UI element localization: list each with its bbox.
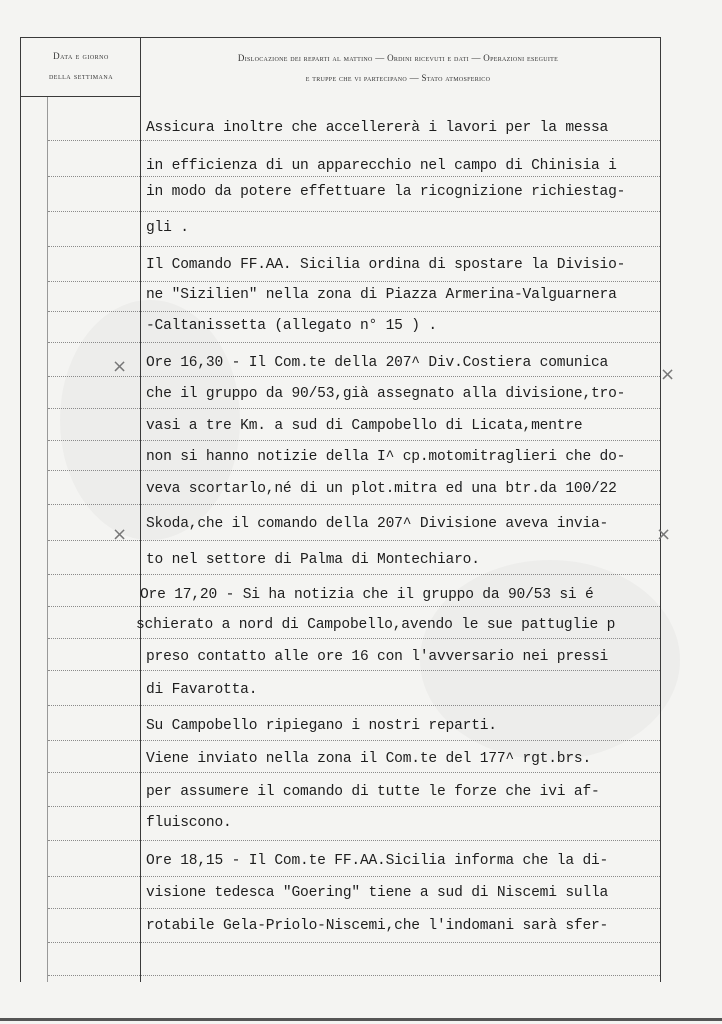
date-column-rule — [48, 772, 140, 773]
date-column-rule — [48, 311, 140, 312]
date-column-rule — [48, 670, 140, 671]
date-column-rule — [48, 440, 140, 441]
date-column-rule — [48, 342, 140, 343]
entry-line: fluiscono. — [146, 815, 232, 831]
content-column-rule — [141, 281, 660, 282]
content-column-rule — [141, 772, 660, 773]
content-column-rule — [141, 140, 660, 141]
entry-line: che il gruppo da 90/53,già assegnato alla divisione,tro- — [146, 386, 626, 402]
header-bottom-border-left — [20, 96, 140, 97]
content-column-rule — [141, 574, 660, 575]
entry-line: veva scortarlo,né di un plot.mitra ed una btr.da 100/22 — [146, 481, 617, 497]
date-column-header — [22, 46, 140, 86]
entry-line: in modo da potere effettuare la ricognizione richiestag- — [146, 184, 626, 200]
content-column-rule — [141, 246, 660, 247]
content-column-rule — [141, 908, 660, 909]
content-header-line1: Dislocazione dei reparti al mattino — Ordini ricevuti e dati — Operazioni eseguite — [237, 53, 559, 63]
date-column-rule — [48, 840, 140, 841]
entry-line: Viene inviato nella zona il Com.te del 177^ rgt.brs. — [146, 751, 591, 767]
right-border — [660, 37, 661, 982]
date-column-rule — [48, 470, 140, 471]
margin-cross-mark: × — [656, 524, 672, 545]
entry-line: Ore 16,30 - Il Com.te della 207^ Div.Costiera comunica — [146, 355, 609, 371]
content-column-rule — [141, 470, 660, 471]
content-column-rule — [141, 942, 660, 943]
content-column-rule — [141, 740, 660, 741]
date-header-line2: della settimana — [48, 71, 114, 81]
entry-line: ne "Sizilien" nella zona di Piazza Armerina-Valguarnera — [146, 287, 617, 303]
date-column-rule — [48, 408, 140, 409]
content-column-rule — [141, 504, 660, 505]
top-border — [20, 37, 660, 38]
date-column-rule — [48, 975, 140, 976]
content-column-rule — [141, 408, 660, 409]
date-column-rule — [48, 638, 140, 639]
date-column-rule — [48, 504, 140, 505]
content-column-rule — [141, 540, 660, 541]
margin-cross-mark: × — [112, 356, 128, 377]
entry-line: -Caltanissetta (allegato n° 15 ) . — [146, 318, 437, 334]
entry-line: non si hanno notizie della I^ cp.motomitraglieri che do- — [146, 449, 626, 465]
entry-line: schierato a nord di Campobello,avendo le sue pattuglie p — [136, 617, 616, 633]
entry-line: Ore 18,15 - Il Com.te FF.AA.Sicilia informa che la di- — [146, 853, 609, 869]
date-column-rule — [48, 211, 140, 212]
date-column-rule — [48, 606, 140, 607]
content-column-rule — [141, 876, 660, 877]
content-column-rule — [141, 440, 660, 441]
date-column-rule — [48, 876, 140, 877]
left-border — [20, 37, 21, 982]
date-column-rule — [48, 574, 140, 575]
entry-line: Assicura inoltre che accellererà i lavori per la messa — [146, 120, 609, 136]
content-header-line2: e truppe che vi partecipano — Stato atmosferico — [305, 73, 491, 83]
content-column-rule — [141, 638, 660, 639]
content-column-header — [146, 48, 650, 88]
content-column-rule — [141, 705, 660, 706]
date-column-rule — [48, 806, 140, 807]
entry-line: di Favarotta. — [146, 682, 258, 698]
bottom-edge — [0, 1018, 722, 1021]
margin-cross-mark: × — [660, 364, 676, 385]
content-column-rule — [141, 342, 660, 343]
content-column-rule — [141, 806, 660, 807]
content-column-rule — [141, 975, 660, 976]
entry-line: Ore 17,20 - Si ha notizia che il gruppo da 90/53 si é — [140, 587, 594, 603]
entry-line: visione tedesca "Goering" tiene a sud di Niscemi sulla — [146, 885, 609, 901]
entry-line: gli . — [146, 220, 189, 236]
date-column-rule — [48, 281, 140, 282]
entry-line: to nel settore di Palma di Montechiaro. — [146, 552, 480, 568]
content-column-rule — [141, 670, 660, 671]
entry-line: Il Comando FF.AA. Sicilia ordina di spostare la Divisio- — [146, 257, 626, 273]
date-column-rule — [48, 140, 140, 141]
date-column-rule — [48, 942, 140, 943]
margin-cross-mark: × — [112, 524, 128, 545]
content-column-rule — [141, 606, 660, 607]
content-column-rule — [141, 211, 660, 212]
content-column-rule — [141, 376, 660, 377]
date-column-rule — [48, 705, 140, 706]
content-column-rule — [141, 311, 660, 312]
date-column-rule — [48, 740, 140, 741]
entry-line: vasi a tre Km. a sud di Campobello di Licata,mentre — [146, 418, 583, 434]
date-column-rule — [48, 908, 140, 909]
content-column-rule — [141, 176, 660, 177]
entry-line: Su Campobello ripiegano i nostri reparti. — [146, 718, 497, 734]
entry-line: rotabile Gela-Priolo-Niscemi,che l'indomani sarà sfer- — [146, 918, 609, 934]
entry-line: in efficienza di un apparecchio nel campo di Chinisia i — [146, 158, 617, 174]
date-column-rule — [48, 246, 140, 247]
date-column-rule — [48, 176, 140, 177]
entry-line: preso contatto alle ore 16 con l'avversario nei pressi — [146, 649, 609, 665]
entry-line: Skoda,che il comando della 207^ Divisione aveva invia- — [146, 516, 609, 532]
content-column-rule — [141, 840, 660, 841]
entry-line: per assumere il comando di tutte le forze che ivi af- — [146, 784, 600, 800]
date-header-line1: Data e giorno — [53, 51, 109, 61]
